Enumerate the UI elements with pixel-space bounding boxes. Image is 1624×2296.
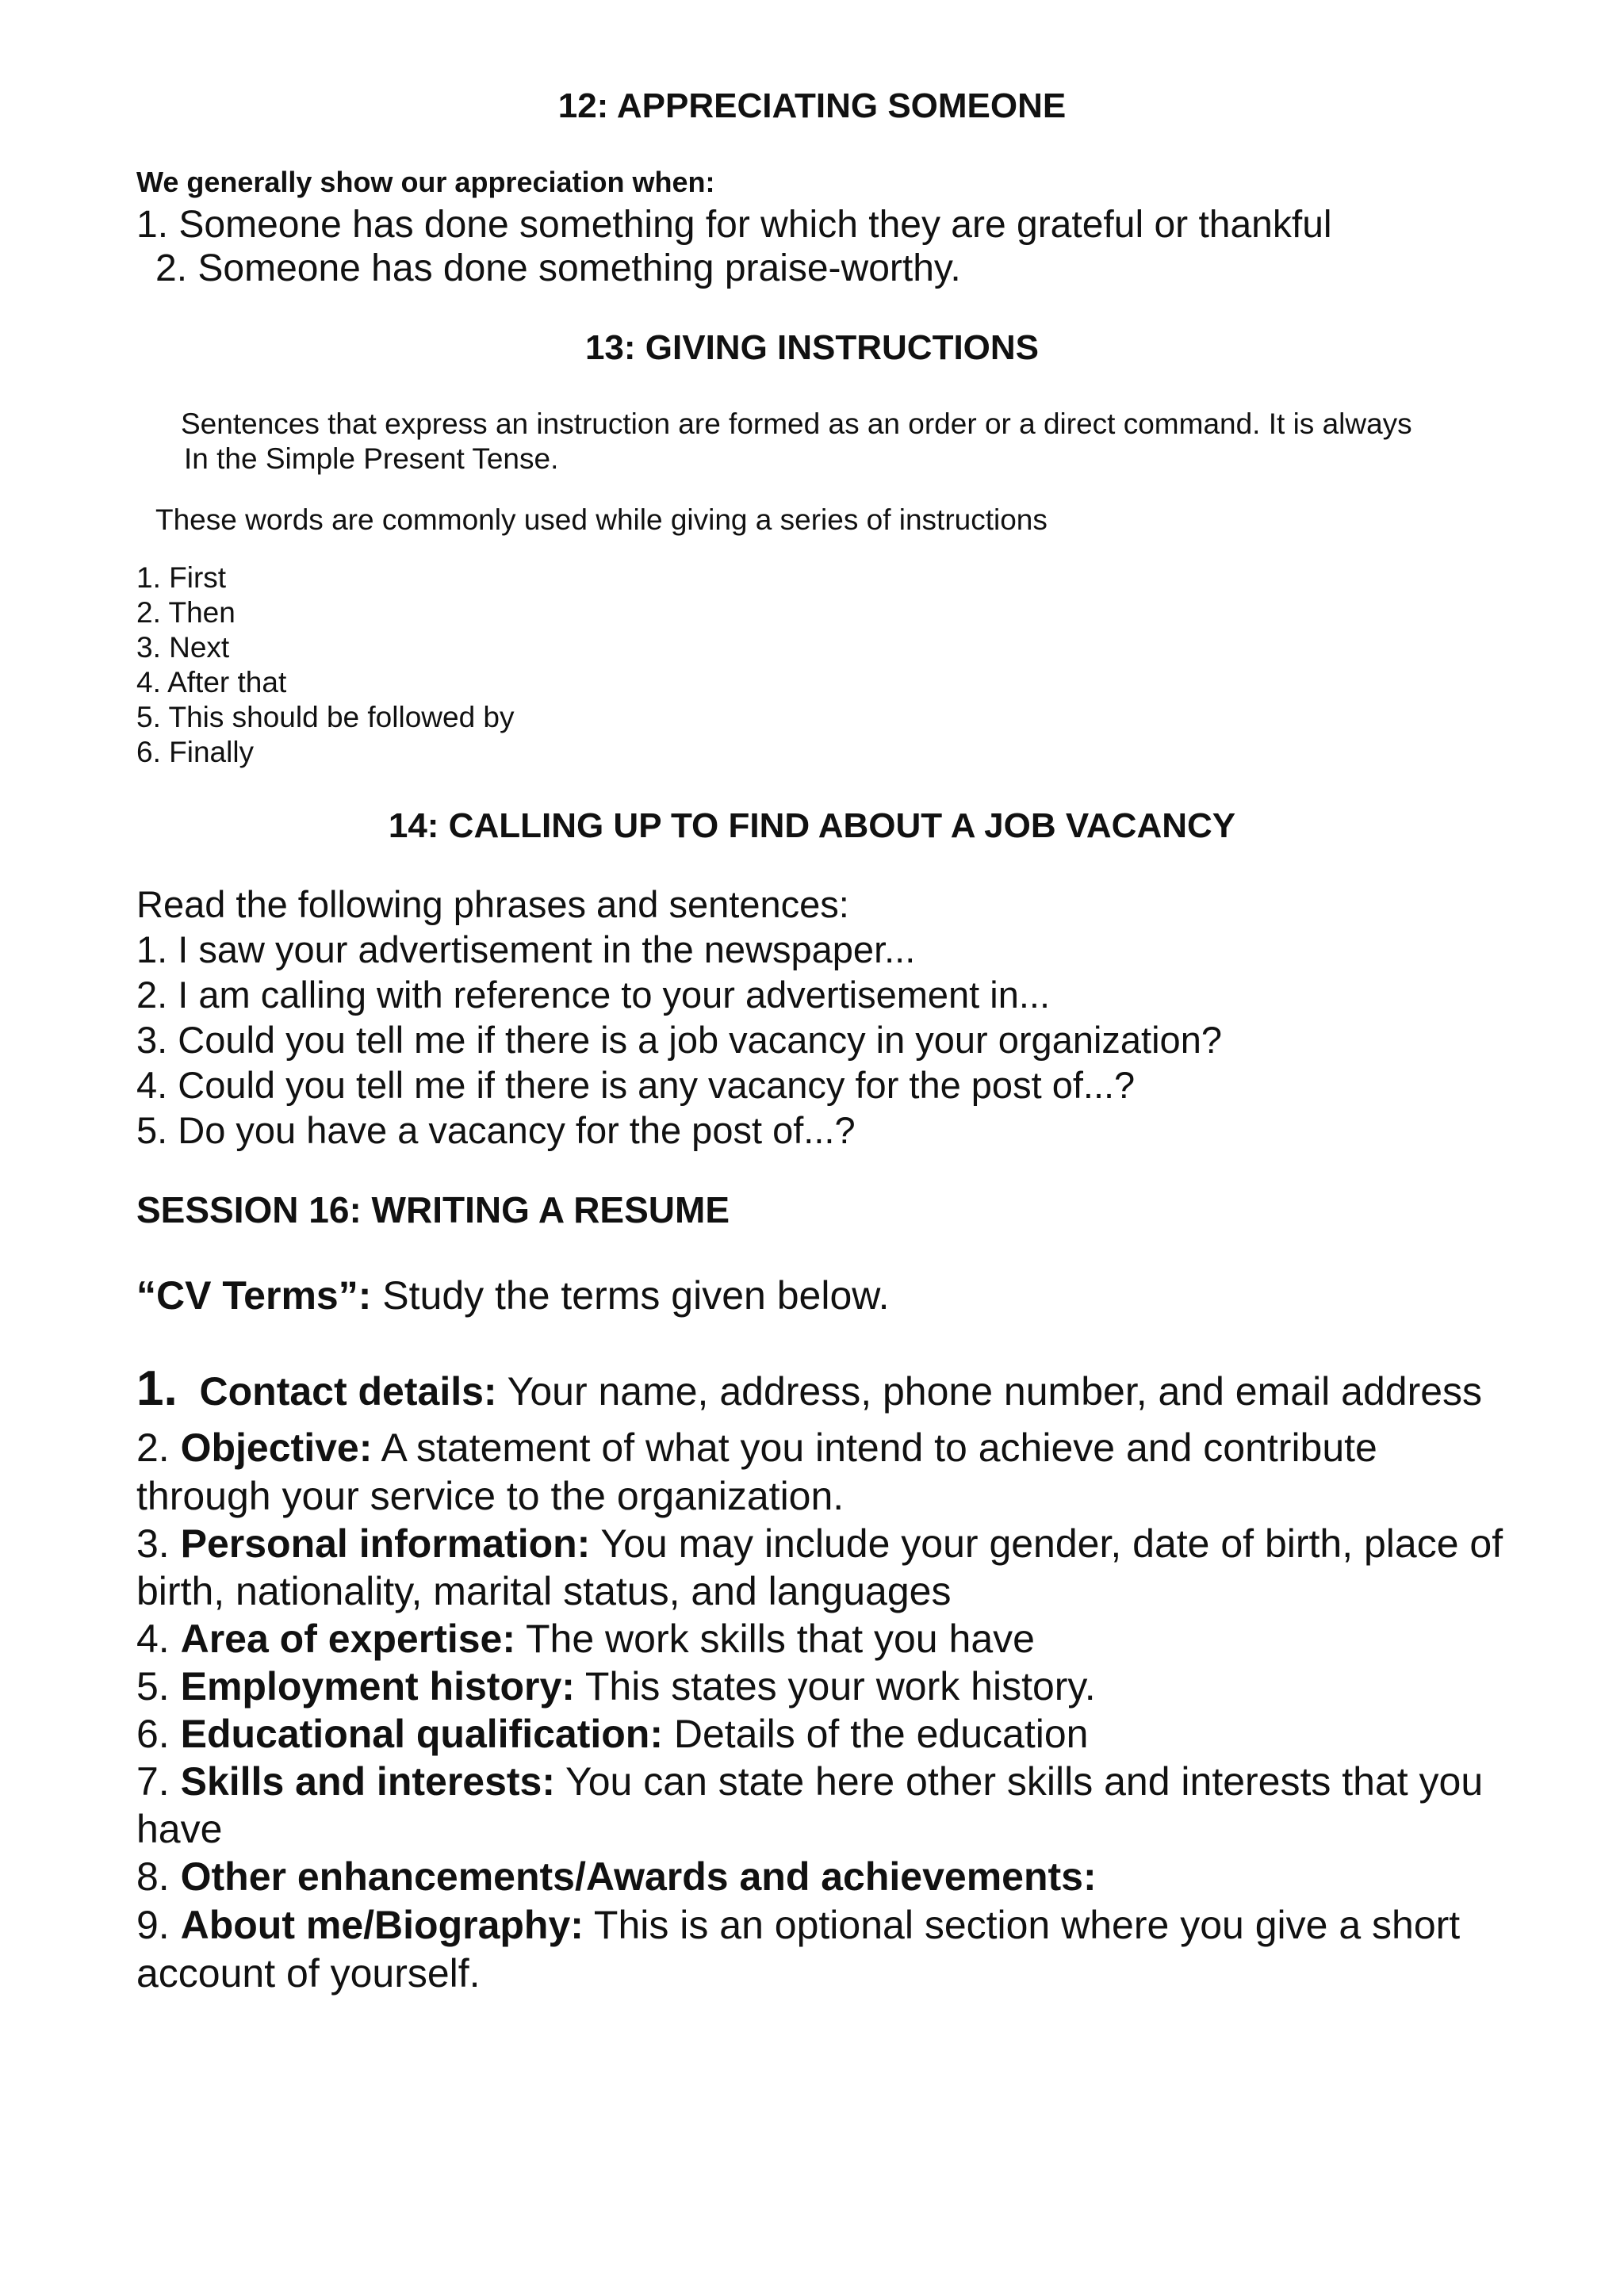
term-text: The work skills that you have [515, 1617, 1035, 1661]
section-13-desc-line-1: Sentences that express an instruction are formed as an order or a direct command. It is always [181, 408, 1412, 440]
term-number: 4. [136, 1617, 170, 1661]
term-text: Details of the education [662, 1712, 1089, 1756]
term-label: Other enhancements/Awards and achievements: [180, 1854, 1097, 1899]
term-number: 6. [136, 1712, 170, 1756]
section-12-item-2: 2. Someone has done something praise-worthy. [155, 247, 961, 289]
cv-term-5 [136, 1663, 1576, 1710]
list-item: 2. I am calling with reference to your advertisement in... [136, 974, 1051, 1016]
term-number: 8. [136, 1854, 170, 1899]
section-12-intro: We generally show our appreciation when: [136, 166, 715, 198]
cv-term-7-cont: have [136, 1807, 223, 1851]
term-label: Contact details: [199, 1369, 497, 1414]
cv-term-9 [136, 1901, 1576, 1949]
term-text: You can state here other skills and interests that you [555, 1759, 1484, 1804]
section-13-words-intro: These words are commonly used while giving a series of instructions [155, 503, 1048, 536]
section-14-intro: Read the following phrases and sentences: [136, 883, 849, 925]
term-label: About me/Biography: [180, 1903, 584, 1947]
section-13-title: 13: GIVING INSTRUCTIONS [584, 328, 1040, 367]
cv-term-9-cont: account of yourself. [136, 1951, 481, 1996]
term-label: Area of expertise: [180, 1617, 515, 1661]
term-number: 2. [136, 1425, 170, 1470]
cv-terms-text: Study the terms given below. [371, 1273, 890, 1318]
phrases-list [136, 882, 1576, 1153]
cv-term-2 [136, 1424, 1576, 1471]
list-item: 1. I saw your advertisement in the newspaper... [136, 928, 916, 970]
term-number: 7. [136, 1759, 170, 1804]
cv-term-1 [136, 1361, 1576, 1416]
term-number: 3. [136, 1521, 170, 1566]
cv-term-3 [136, 1520, 1576, 1567]
term-label: Skills and interests: [180, 1759, 555, 1804]
section-14-title: 14: CALLING UP TO FIND ABOUT A JOB VACANCY [388, 806, 1236, 845]
term-text: A statement of what you intend to achieve and contribute [372, 1425, 1377, 1470]
section-12-title: 12: APPRECIATING SOMEONE [557, 86, 1067, 125]
list-item: 4. After that [136, 666, 287, 698]
term-number: 5. [136, 1664, 170, 1709]
cv-terms-intro [136, 1272, 1576, 1319]
list-item: 5. Do you have a vacancy for the post of...? [136, 1109, 856, 1151]
cv-term-2-cont: through your service to the organization. [136, 1474, 845, 1518]
term-text: This states your work history. [574, 1664, 1096, 1709]
cv-term-6 [136, 1710, 1576, 1758]
list-item: 4. Could you tell me if there is any vacancy for the post of...? [136, 1064, 1136, 1106]
term-text: Your name, address, phone number, and email address [496, 1369, 1483, 1414]
instruction-words-list [136, 561, 1576, 770]
term-label: Objective: [180, 1425, 373, 1470]
cv-term-4 [136, 1615, 1576, 1663]
cv-term-3-cont: birth, nationality, marital status, and languages [136, 1569, 952, 1613]
cv-terms-label: “CV Terms”: [136, 1273, 372, 1318]
section-13-desc-line-2: In the Simple Present Tense. [184, 442, 559, 475]
term-number: 1. [136, 1361, 178, 1416]
list-item: 3. Could you tell me if there is a job vacancy in your organization? [136, 1019, 1222, 1061]
list-item: 6. Finally [136, 736, 255, 768]
section-12-item-1: 1. Someone has done something for which they are grateful or thankful [136, 204, 1332, 246]
list-item: 2. Then [136, 596, 236, 629]
cv-term-8 [136, 1853, 1576, 1900]
term-number: 9. [136, 1903, 170, 1947]
list-item: 3. Next [136, 631, 230, 664]
term-text: You may include your gender, date of birth, place of [590, 1521, 1503, 1566]
list-item: 1. First [136, 561, 227, 594]
session-16-title: SESSION 16: WRITING A RESUME [136, 1189, 730, 1230]
list-item: 5. This should be followed by [136, 701, 515, 733]
term-text: This is an optional section where you give a short [583, 1903, 1461, 1947]
term-label: Employment history: [180, 1664, 575, 1709]
term-label: Educational qualification: [180, 1712, 663, 1756]
term-label: Personal information: [180, 1521, 591, 1566]
cv-term-7 [136, 1758, 1576, 1805]
